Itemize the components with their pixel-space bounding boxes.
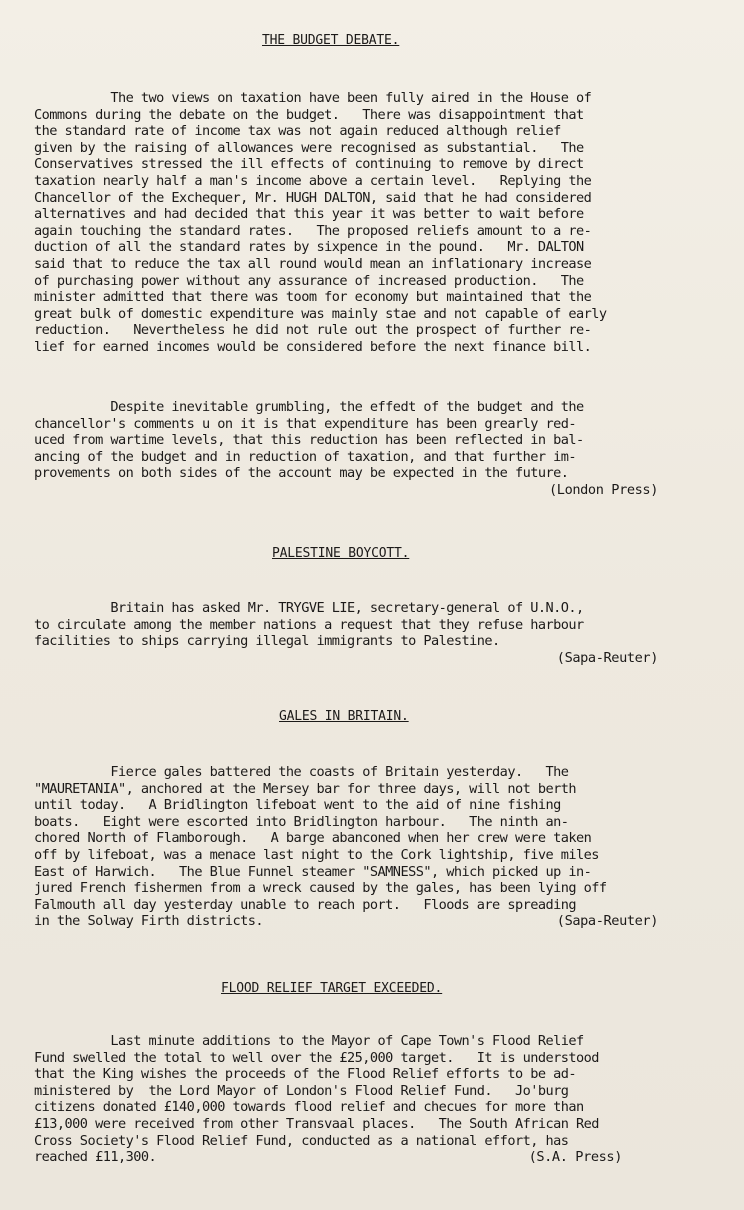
text-line: citizens donated £140,000 towards flood relief and checues for more than	[34, 1099, 584, 1116]
text-line: Cross Society's Flood Relief Fund, conducted as a national effort, has	[34, 1132, 569, 1149]
source-credit-sapa-reuter: (Sapa-Reuter)	[556, 913, 658, 930]
source-credit-sa-press: (S.A. Press)	[528, 1149, 622, 1166]
article-paragraph-gales	[34, 764, 702, 930]
article-paragraph-palestine	[34, 600, 702, 666]
text-line: Chancellor of the Exchequer, Mr. HUGH DALTON, said that he had considered	[34, 189, 592, 206]
source-credit-london-press: (London Press)	[549, 481, 658, 498]
text-line: uced from wartime levels, that this reduction has been reflected in bal-	[34, 432, 584, 449]
text-line: again touching the standard rates. The proposed reliefs amount to a re-	[34, 222, 592, 239]
text-line: given by the raising of allowances were recognised as substantial. The	[34, 139, 584, 156]
text-line: Conservatives stressed the ill effects of continuing to remove by direct	[34, 156, 584, 173]
article-heading-budget-debate: THE BUDGET DEBATE.	[262, 33, 400, 48]
text-line: facilities to ships carrying illegal immigrants to Palestine.	[34, 633, 500, 650]
article-paragraph-budget-1	[34, 90, 702, 356]
text-line: off by lifeboat, was a menace last night to the Cork lightship, five miles	[34, 846, 599, 863]
text-line: East of Harwich. The Blue Funnel steamer "SAMNESS", which picked up in-	[34, 863, 592, 880]
text-line: Despite inevitable grumbling, the effedt of the budget and the	[34, 399, 584, 415]
text-line: jured French fishermen from a wreck caused by the gales, has been lying off	[34, 880, 607, 897]
text-line: alternatives and had decided that this year it was better to wait before	[34, 206, 584, 223]
text-line: reached £11,300.	[34, 1149, 157, 1166]
text-line: chored North of Flamborough. A barge abanconed when her crew were taken	[34, 830, 592, 847]
text-line: boats. Eight were escorted into Bridlington harbour. The ninth an-	[34, 813, 569, 830]
source-credit-sapa-reuter: (Sapa-Reuter)	[556, 649, 658, 666]
article-paragraph-budget-2	[34, 399, 702, 499]
text-line: £13,000 were received from other Transvaal places. The South African Red	[34, 1115, 599, 1132]
text-line: lief for earned incomes would be considered before the next finance bill.	[34, 338, 592, 355]
text-line: Falmouth all day yesterday unable to reach port. Floods are spreading	[34, 896, 577, 913]
text-line: Britain has asked Mr. TRYGVE LIE, secretary-general of U.N.O.,	[34, 600, 584, 616]
text-line: said that to reduce the tax all round would mean an inflationary increase	[34, 255, 592, 272]
text-line: ancing of the budget and in reduction of taxation, and that further im-	[34, 448, 577, 465]
text-line: Last minute additions to the Mayor of Cape Town's Flood Relief	[34, 1033, 584, 1049]
text-line: chancellor's comments u on it is that expenditure has been grearly red-	[34, 415, 577, 432]
text-line: taxation nearly half a man's income above a certain level. Replying the	[34, 172, 592, 189]
text-line: great bulk of domestic expenditure was mainly stae and not capable of early	[34, 305, 607, 322]
text-line: until today. A Bridlington lifeboat went to the aid of nine fishing	[34, 797, 561, 814]
text-line: of purchasing power without any assurance of increased production. The	[34, 272, 584, 289]
article-heading-palestine-boycott: PALESTINE BOYCOTT.	[272, 546, 410, 561]
text-line: that the King wishes the proceeds of the Flood Relief efforts to be ad-	[34, 1066, 577, 1083]
text-line: duction of all the standard rates by sixpence in the pound. Mr. DALTON	[34, 239, 584, 256]
article-heading-gales-in-britain: GALES IN BRITAIN.	[279, 709, 409, 724]
text-line: Fund swelled the total to well over the £25,000 target. It is understood	[34, 1049, 599, 1066]
text-line: to circulate among the member nations a request that they refuse harbour	[34, 616, 584, 633]
text-line: in the Solway Firth districts.	[34, 913, 264, 930]
text-line: ministered by the Lord Mayor of London's Flood Relief Fund. Jo'burg	[34, 1082, 569, 1099]
text-line: "MAURETANIA", anchored at the Mersey bar for three days, will not berth	[34, 780, 577, 797]
text-line: Commons during the debate on the budget. There was disappointment that	[34, 106, 584, 123]
article-heading-flood-relief: FLOOD RELIEF TARGET EXCEEDED.	[221, 981, 443, 996]
text-line: Fierce gales battered the coasts of Britain yesterday. The	[34, 764, 569, 780]
text-line: the standard rate of income tax was not again reduced although relief	[34, 123, 561, 140]
text-line: provements on both sides of the account may be expected in the future.	[34, 465, 569, 482]
article-paragraph-flood-relief	[34, 1033, 702, 1166]
text-line: The two views on taxation have been fully aired in the House of	[34, 90, 592, 106]
text-line: minister admitted that there was toom for economy but maintained that the	[34, 289, 592, 306]
text-line: reduction. Nevertheless he did not rule out the prospect of further re-	[34, 322, 592, 339]
